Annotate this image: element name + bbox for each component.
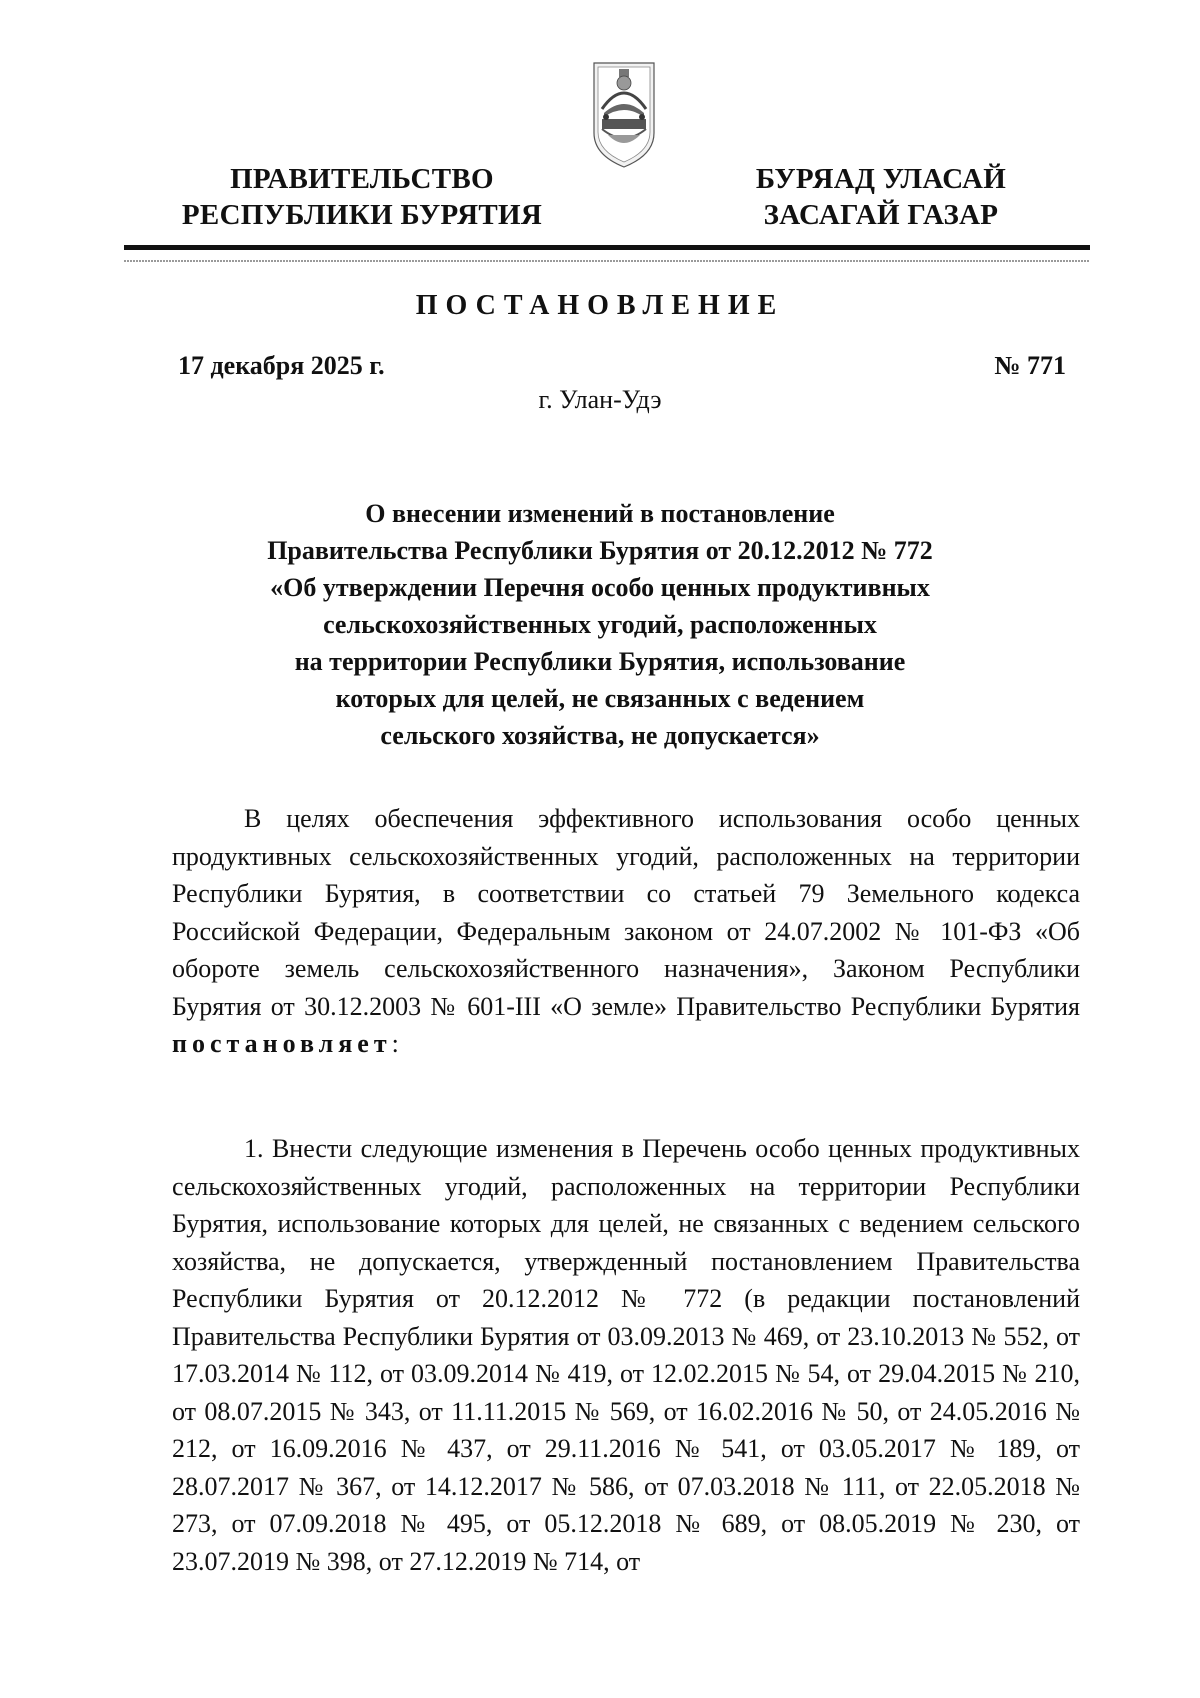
header-right-line2: ЗАСАГАЙ ГАЗАР (763, 199, 999, 231)
header-divider-thin (124, 260, 1090, 262)
document-number: № 771 (994, 351, 1066, 380)
heading-line: Правительства Республики Бурятия от 20.12.2012 № 772 (267, 536, 933, 565)
preamble-paragraph (172, 800, 1080, 1063)
heading-line: сельскохозяйственных угодий, расположенных (323, 610, 877, 639)
header-left-line2: РЕСПУБЛИКИ БУРЯТИЯ (181, 199, 543, 231)
header-right-line1: БУРЯАД УЛАСАЙ (755, 163, 1007, 195)
header-right-block (748, 161, 1014, 233)
heading-line: сельского хозяйства, не допускается» (380, 721, 820, 750)
document-heading (150, 495, 1050, 754)
heading-line: на территории Республики Бурятия, использование (294, 647, 906, 676)
coat-of-arms-emblem-icon (588, 55, 660, 170)
preamble-text: В целях обеспечения эффективного использования особо ценных продуктивных сельскохозяйственных угодий, расположенных на территории Республики Бурятия, в соответствии со статьей 79 Земельного кодекса Российской Федерации, Федеральным законом от 24.07.2002 № 101-ФЗ «Об обороте земель сельскохозяйственного назначения», Законом Республики Бурятия от 30.12.2003 № 601-III «О земле» Правительство Республики Бурятия (172, 804, 1081, 1021)
resolves-colon: : (391, 1029, 399, 1058)
resolves-word: постановляет (172, 1029, 392, 1058)
document-date: 17 декабря 2025 г. (178, 351, 385, 380)
header-left-line1: ПРАВИТЕЛЬСТВО (230, 163, 494, 195)
heading-line: О внесении изменений в постановление (365, 499, 835, 528)
header-left-block (178, 161, 546, 233)
header-divider-thick (124, 245, 1090, 250)
document-city: г. Улан-Удэ (538, 385, 662, 414)
item-1-paragraph: 1. Внести следующие изменения в Перечень особо ценных продуктивных сельскохозяйственных угодий, расположенных на территории Республики Бурятия, использование которых для целей, не связанных с ведением сельского хозяйства, не допускается, утвержденный постановлением Правительства Республики Бурятия от 20.12.2012 № 772 (в редакции постановлений Правительства Республики Бурятия от 03.09.2013 № 469, от 23.10.2013 № 552, от 17.03.2014 № 112, от 03.09.2014 № 419, от 12.02.2015 № 54, от 29.04.2015 № 210, от 08.07.2015 № 343, от 11.11.2015 № 569, от 16.02.2016 № 50, от 24.05.2016 № 212, от 16.09.2016 № 437, от 29.11.2016 № 541, от 03.05.2017 № 189, от 28.07.2017 № 367, от 14.12.2017 № 586, от 07.03.2018 № 111, от 22.05.2018 № 273, от 07.09.2018 № 495, от 05.12.2018 № 689, от 08.05.2019 № 230, от 23.07.2019 № 398, от 27.12.2019 № 714, от (172, 1134, 1080, 1576)
heading-line: «Об утверждении Перечня особо ценных продуктивных (270, 573, 930, 602)
document-type: ПОСТАНОВЛЕНИЕ (415, 290, 785, 321)
heading-line: которых для целей, не связанных с ведением (335, 684, 865, 713)
